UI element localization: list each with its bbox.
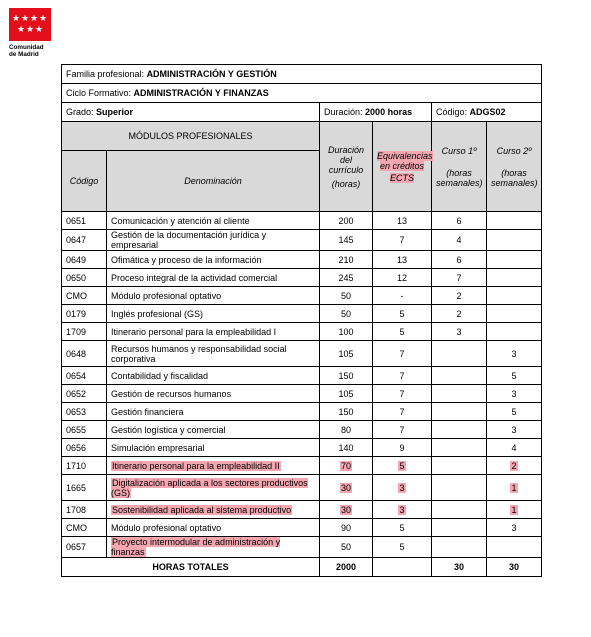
duracion-header-line: Duración [327, 144, 365, 155]
duracion-header-line: (horas) [331, 178, 361, 189]
curso1-cell [432, 519, 487, 537]
codigo-cell [62, 367, 107, 385]
codigo-cell-text: 1709 [66, 326, 87, 337]
curso1-cell [432, 305, 487, 323]
curso1-cell [432, 367, 487, 385]
totals-curso2: 30 [487, 558, 542, 577]
denominacion-cell [107, 457, 320, 475]
star-icon: ★ [39, 13, 48, 23]
codigo-cell [62, 475, 107, 501]
table-row [62, 367, 542, 385]
grado-label: Grado: [66, 107, 94, 117]
horas-cell [320, 251, 373, 269]
codigo-label: Código: [436, 107, 468, 117]
horas-cell-text: 245 [338, 272, 354, 283]
curso2-cell [487, 269, 542, 287]
curso1-cell [432, 287, 487, 305]
ects-cell-text: 5 [399, 308, 405, 319]
table-row [62, 519, 542, 537]
codigo-cell-text: CMO [66, 522, 87, 533]
denominacion-cell-text: Gestión financiera [111, 406, 184, 417]
codigo-cell [62, 269, 107, 287]
codigo-cell [62, 457, 107, 475]
denominacion-cell [107, 385, 320, 403]
ects-cell [373, 287, 432, 305]
curso2-header-line: semanales) [491, 177, 538, 188]
curso1-cell [432, 341, 487, 367]
curso1-header-line: (horas [446, 167, 472, 178]
ects-cell-text: 3 [399, 482, 405, 493]
table-row [62, 475, 542, 501]
codigo-cell [62, 251, 107, 269]
curso1-cell [432, 439, 487, 457]
ects-cell [373, 421, 432, 439]
denominacion-cell [107, 269, 320, 287]
duracion-header-line: currículo [328, 164, 364, 175]
codigo-cell [62, 385, 107, 403]
logo-line-2: de Madrid [9, 51, 39, 58]
denominacion-cell [107, 501, 320, 519]
codigo-cell-text: 1708 [66, 504, 87, 515]
ects-cell [373, 230, 432, 251]
ects-header-line: ECTS [389, 172, 414, 183]
horas-cell [320, 519, 373, 537]
curso2-cell-text: 5 [511, 406, 517, 417]
curso1-cell [432, 251, 487, 269]
codigo-cell-text: CMO [66, 290, 87, 301]
denominacion-cell [107, 287, 320, 305]
ects-cell [373, 403, 432, 421]
codigo-cell [62, 537, 107, 558]
horas-cell [320, 475, 373, 501]
curso2-cell [487, 251, 542, 269]
codigo-cell [62, 403, 107, 421]
denominacion-cell [107, 230, 320, 251]
ects-cell-text: - [400, 290, 404, 301]
curso1-header [432, 122, 487, 212]
ciclo-label: Ciclo Formativo: [66, 88, 132, 98]
curso2-cell [487, 305, 542, 323]
codigo-cell-text: 0654 [66, 370, 87, 381]
horas-cell-text: 70 [340, 460, 351, 471]
codigo-cell [62, 287, 107, 305]
table-row [62, 323, 542, 341]
curso2-cell-text: 2 [511, 460, 517, 471]
ects-cell [373, 323, 432, 341]
curso2-header-line: (horas [501, 167, 527, 178]
table-row [62, 251, 542, 269]
horas-cell-text: 30 [340, 504, 351, 515]
denominacion-cell-text: Comunicación y atención al cliente [111, 215, 250, 226]
ects-cell [373, 475, 432, 501]
curso1-cell-text: 2 [456, 290, 462, 301]
horas-cell [320, 501, 373, 519]
curso1-cell [432, 403, 487, 421]
table-row [62, 537, 542, 558]
totals-label: HORAS TOTALES [62, 558, 320, 577]
curso2-cell-text: 3 [511, 348, 517, 359]
horas-cell-text: 140 [338, 442, 354, 453]
denominacion-cell-text: Inglés profesional (GS) [111, 308, 204, 319]
star-icon: ★ [12, 13, 21, 23]
horas-cell-text: 145 [338, 235, 354, 245]
familia-value: ADMINISTRACIÓN Y GESTIÓN [146, 69, 277, 79]
curso2-cell [487, 421, 542, 439]
codigo-cell [62, 421, 107, 439]
codigo-cell-text: 0656 [66, 442, 87, 453]
table-row [62, 230, 542, 251]
curso1-header-line: semanales) [436, 177, 483, 188]
denominacion-cell-text: Itinerario personal para la empleabilidad II [112, 460, 280, 471]
star-icon: ★ [26, 24, 35, 34]
curso2-cell-text: 3 [511, 424, 517, 435]
curso2-cell-text: 1 [511, 504, 517, 515]
ects-cell-text: 3 [399, 504, 405, 515]
table-row [62, 439, 542, 457]
totals-curso1: 30 [432, 558, 487, 577]
horas-cell-text: 50 [340, 308, 351, 319]
table-row [62, 457, 542, 475]
ects-header-line: Equivalencias [377, 150, 433, 161]
codigo-cell-text: 0649 [66, 254, 87, 265]
ects-cell-text: 7 [399, 388, 405, 399]
column-header-row-1 [62, 122, 542, 151]
curso2-cell [487, 439, 542, 457]
denominacion-cell-text: Módulo profesional optativo [111, 290, 222, 301]
horas-cell-text: 150 [338, 370, 354, 381]
ects-cell-text: 5 [399, 460, 405, 471]
denominacion-cell-text: Simulación empresarial [111, 442, 205, 453]
ects-cell-text: 13 [396, 254, 407, 265]
horas-cell [320, 287, 373, 305]
horas-cell [320, 439, 373, 457]
ects-cell-text: 7 [399, 424, 405, 435]
horas-cell-text: 50 [340, 290, 351, 301]
codigo-cell-text: 0653 [66, 406, 87, 417]
table-row [62, 341, 542, 367]
curso2-cell [487, 385, 542, 403]
curso2-cell [487, 230, 542, 251]
table-row [62, 287, 542, 305]
codigo-cell [62, 323, 107, 341]
ects-cell [373, 439, 432, 457]
familia-row [62, 65, 542, 84]
duracion-header-line: del [339, 154, 352, 165]
horas-cell [320, 212, 373, 230]
horas-cell [320, 403, 373, 421]
curso2-cell [487, 323, 542, 341]
horas-cell [320, 457, 373, 475]
horas-cell [320, 341, 373, 367]
codigo-cell [62, 341, 107, 367]
horas-cell-text: 200 [338, 215, 354, 226]
denominacion-cell-text: Sostenibilidad aplicada al sistema productivo [112, 504, 292, 515]
ects-cell [373, 385, 432, 403]
denominacion-cell-text: Gestión de recursos humanos [111, 388, 232, 399]
denominacion-cell [107, 212, 320, 230]
curso2-cell [487, 537, 542, 558]
denominacion-cell-text: Ofimática y proceso de la información [111, 254, 262, 265]
curso1-cell [432, 323, 487, 341]
table-row [62, 501, 542, 519]
codigo-header: Código [62, 151, 107, 212]
ects-cell-text: 5 [399, 326, 405, 337]
horas-cell-text: 105 [338, 388, 354, 399]
curso2-cell-text: 1 [511, 482, 517, 493]
duracion-value: 2000 horas [365, 107, 413, 117]
curso2-cell [487, 367, 542, 385]
codigo-cell-text: 1710 [66, 460, 87, 471]
duracion-label: Duración: [324, 107, 363, 117]
codigo-cell-text: 0652 [66, 388, 87, 399]
horas-cell [320, 269, 373, 287]
curso2-cell [487, 341, 542, 367]
denominacion-cell-text: Módulo profesional optativo [111, 522, 222, 533]
codigo-cell [62, 212, 107, 230]
ects-cell-text: 5 [399, 542, 405, 552]
ects-cell [373, 537, 432, 558]
denominacion-cell [107, 537, 320, 558]
curso2-cell-text: 4 [511, 442, 517, 453]
horas-cell [320, 323, 373, 341]
codigo-cell [62, 230, 107, 251]
curso2-cell [487, 403, 542, 421]
horas-cell-text: 100 [338, 326, 354, 337]
curso2-cell-text: 3 [511, 388, 517, 399]
grado-row [62, 103, 542, 122]
ects-cell-text: 12 [396, 272, 407, 283]
denominacion-cell [107, 251, 320, 269]
codigo-cell-text: 0647 [66, 235, 87, 245]
codigo-cell [62, 519, 107, 537]
ects-header-line: en créditos [379, 160, 425, 171]
horas-cell [320, 537, 373, 558]
codigo-cell-text: 0655 [66, 424, 87, 435]
ects-cell-text: 7 [399, 348, 405, 359]
ects-cell [373, 457, 432, 475]
curso2-cell [487, 519, 542, 537]
denominacion-header: Denominación [107, 151, 320, 212]
horas-cell [320, 230, 373, 251]
totals-horas: 2000 [320, 558, 373, 577]
horas-cell [320, 367, 373, 385]
totals-row [62, 558, 542, 577]
codigo-cell-text: 0650 [66, 272, 87, 283]
horas-cell-text: 30 [340, 482, 351, 493]
denominacion-cell [107, 421, 320, 439]
horas-cell-text: 105 [338, 348, 354, 359]
horas-cell-text: 80 [340, 424, 351, 435]
denominacion-cell [107, 403, 320, 421]
ects-cell [373, 341, 432, 367]
star-icon: ★ [35, 24, 44, 34]
horas-cell-text: 210 [338, 254, 354, 265]
denominacion-cell-text: Recursos humanos y responsabilidad social corporativa [111, 343, 287, 364]
familia-label: Familia profesional: [66, 69, 145, 79]
codigo-cell-text: 0657 [66, 542, 87, 552]
grado-value: Superior [96, 107, 134, 117]
curso1-cell [432, 537, 487, 558]
ects-cell [373, 251, 432, 269]
curso1-cell [432, 475, 487, 501]
logo-line-1: Comunidad [9, 44, 44, 51]
ects-cell [373, 501, 432, 519]
star-icon: ★ [21, 13, 30, 23]
curriculum-table [61, 64, 542, 577]
curso1-cell-text: 3 [456, 326, 462, 337]
table-row [62, 269, 542, 287]
curso1-cell-text: 6 [456, 215, 462, 226]
ects-cell-text: 7 [399, 406, 405, 417]
ects-cell [373, 212, 432, 230]
denominacion-cell [107, 305, 320, 323]
star-icon: ★ [17, 24, 26, 34]
denominacion-cell [107, 439, 320, 457]
curso2-cell [487, 457, 542, 475]
curso2-cell [487, 501, 542, 519]
ects-cell-text: 13 [396, 215, 407, 226]
table-row [62, 305, 542, 323]
denominacion-cell [107, 475, 320, 501]
denominacion-cell [107, 341, 320, 367]
ects-cell-text: 7 [399, 235, 405, 245]
curso1-cell-text: 7 [456, 272, 462, 283]
ciclo-value: ADMINISTRACIÓN Y FINANZAS [133, 88, 269, 98]
table-row [62, 385, 542, 403]
table-row [62, 403, 542, 421]
duracion-header [320, 122, 373, 212]
denominacion-cell-text: Proceso integral de la actividad comercial [111, 272, 278, 283]
codigo-value: ADGS02 [469, 107, 506, 117]
denominacion-cell-text: Itinerario personal para la empleabilidad I [111, 326, 277, 337]
curso1-cell-text: 6 [456, 254, 462, 265]
curso1-header-line: Curso 1º [441, 145, 477, 156]
ciclo-row [62, 84, 542, 103]
horas-cell-text: 150 [338, 406, 354, 417]
denominacion-cell [107, 367, 320, 385]
curso1-cell-text: 4 [456, 235, 462, 245]
codigo-cell-text: 1665 [66, 482, 87, 493]
ects-cell [373, 269, 432, 287]
table-row [62, 421, 542, 439]
denominacion-cell [107, 519, 320, 537]
logo-text [9, 44, 53, 58]
logo-flag [9, 8, 51, 41]
codigo-cell [62, 305, 107, 323]
totals-ects [373, 558, 432, 577]
curso2-header-line: Curso 2º [496, 145, 532, 156]
ects-header [373, 122, 432, 212]
denominacion-cell-text: Contabilidad y fiscalidad [111, 370, 209, 381]
codigo-cell-text: 0179 [66, 308, 87, 319]
denominacion-cell-text: Gestión logística y comercial [111, 424, 226, 435]
curso1-cell-text: 2 [456, 308, 462, 319]
codigo-cell-text: 0648 [66, 348, 87, 359]
horas-cell [320, 305, 373, 323]
denominacion-cell-text: Proyecto intermodular de administración y finanzas [111, 537, 281, 557]
curso2-cell [487, 475, 542, 501]
curso2-cell [487, 212, 542, 230]
modulos-header: MÓDULOS PROFESIONALES [62, 122, 320, 151]
curso1-cell [432, 501, 487, 519]
curso1-cell [432, 269, 487, 287]
ects-cell-text: 7 [399, 370, 405, 381]
curso1-cell [432, 230, 487, 251]
denominacion-cell-text: Gestión de la documentación jurídica y empresarial [111, 230, 267, 250]
curso2-cell-text: 3 [511, 522, 517, 533]
horas-cell [320, 385, 373, 403]
table-row [62, 212, 542, 230]
ects-cell [373, 367, 432, 385]
ects-cell-text: 5 [399, 522, 405, 533]
ects-cell [373, 305, 432, 323]
denominacion-cell-text: Digitalización aplicada a los sectores productivos (GS) [111, 477, 308, 498]
codigo-cell [62, 501, 107, 519]
curso1-cell [432, 385, 487, 403]
horas-cell [320, 421, 373, 439]
ects-cell-text: 9 [399, 442, 405, 453]
horas-cell-text: 90 [340, 522, 351, 533]
curso1-cell [432, 421, 487, 439]
curso2-cell-text: 5 [511, 370, 517, 381]
codigo-cell [62, 439, 107, 457]
curso1-cell [432, 212, 487, 230]
curso2-cell [487, 287, 542, 305]
horas-cell-text: 50 [340, 542, 351, 552]
star-icon: ★ [30, 13, 39, 23]
ects-cell [373, 519, 432, 537]
comunidad-madrid-logo [9, 8, 53, 58]
codigo-cell-text: 0651 [66, 215, 87, 226]
denominacion-cell [107, 323, 320, 341]
curso1-cell [432, 457, 487, 475]
curso2-header [487, 122, 542, 212]
